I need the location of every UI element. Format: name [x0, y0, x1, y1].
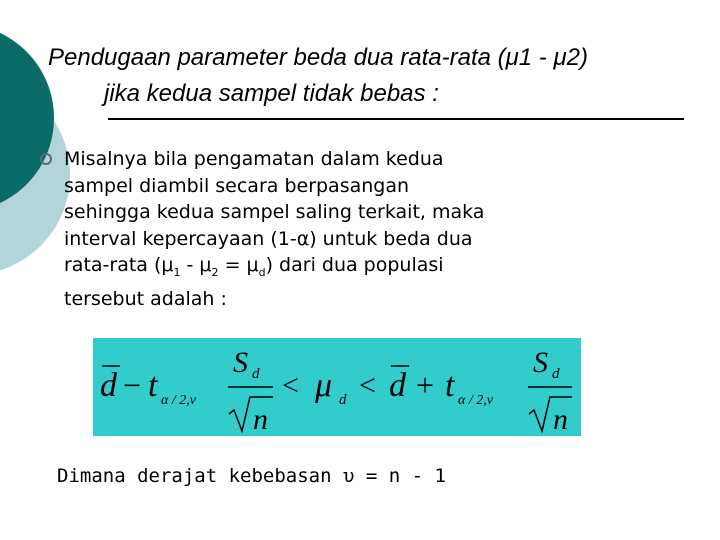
t-right-subscript: α / 2,ν [458, 393, 493, 408]
bullet-text-a: Misalnya bila pengamatan dalam kedua sampel diambil secara berpasangan sehingga kedua sampel saling terkait, maka interval kepercayaan (1-α) untuk beda dua rata-rata (μ [64, 148, 485, 276]
d-bar-left-symbol: d [100, 367, 117, 404]
t-right: t [445, 367, 455, 404]
n-right: n [553, 403, 568, 436]
title-line-1: Pendugaan parameter beda dua rata-rata (μ1 - μ2) [48, 44, 588, 71]
bullet-text-d: ) dari dua populasi tersebut adalah : [64, 254, 444, 311]
less-than-2: < [359, 369, 376, 402]
s-d-left: S [233, 346, 248, 379]
bullet-text [64, 146, 664, 313]
mu-2-subscript: 2 [211, 265, 219, 279]
degrees-of-freedom-note: Dimana derajat kebebasan υ = n - 1 [57, 465, 446, 487]
bullet-text-b: - μ [180, 254, 212, 276]
confidence-interval-formula [93, 338, 581, 436]
bullet-text-c: = μ [218, 254, 259, 276]
title-underline [108, 118, 684, 120]
mu-d: μ [315, 367, 333, 404]
s-d-right: S [533, 346, 548, 379]
d-bar-right-symbol: d [389, 367, 406, 404]
bullet-icon [40, 153, 52, 165]
plus-sign: + [416, 367, 435, 403]
s-d-right-subscript: d [552, 366, 560, 382]
n-left: n [253, 403, 268, 436]
mu-d-subscript: d [258, 265, 266, 279]
t-left-subscript: α / 2,ν [161, 393, 196, 408]
slide-title [48, 40, 708, 112]
t-left: t [148, 367, 158, 404]
less-than-1: < [282, 369, 299, 402]
minus-sign: − [123, 367, 142, 403]
s-d-left-subscript: d [252, 366, 260, 382]
mu-1-subscript: 1 [173, 265, 181, 279]
mu-d-subscript-formula: d [339, 392, 347, 408]
title-line-2: jika kedua sampel tidak bebas : [104, 80, 439, 107]
